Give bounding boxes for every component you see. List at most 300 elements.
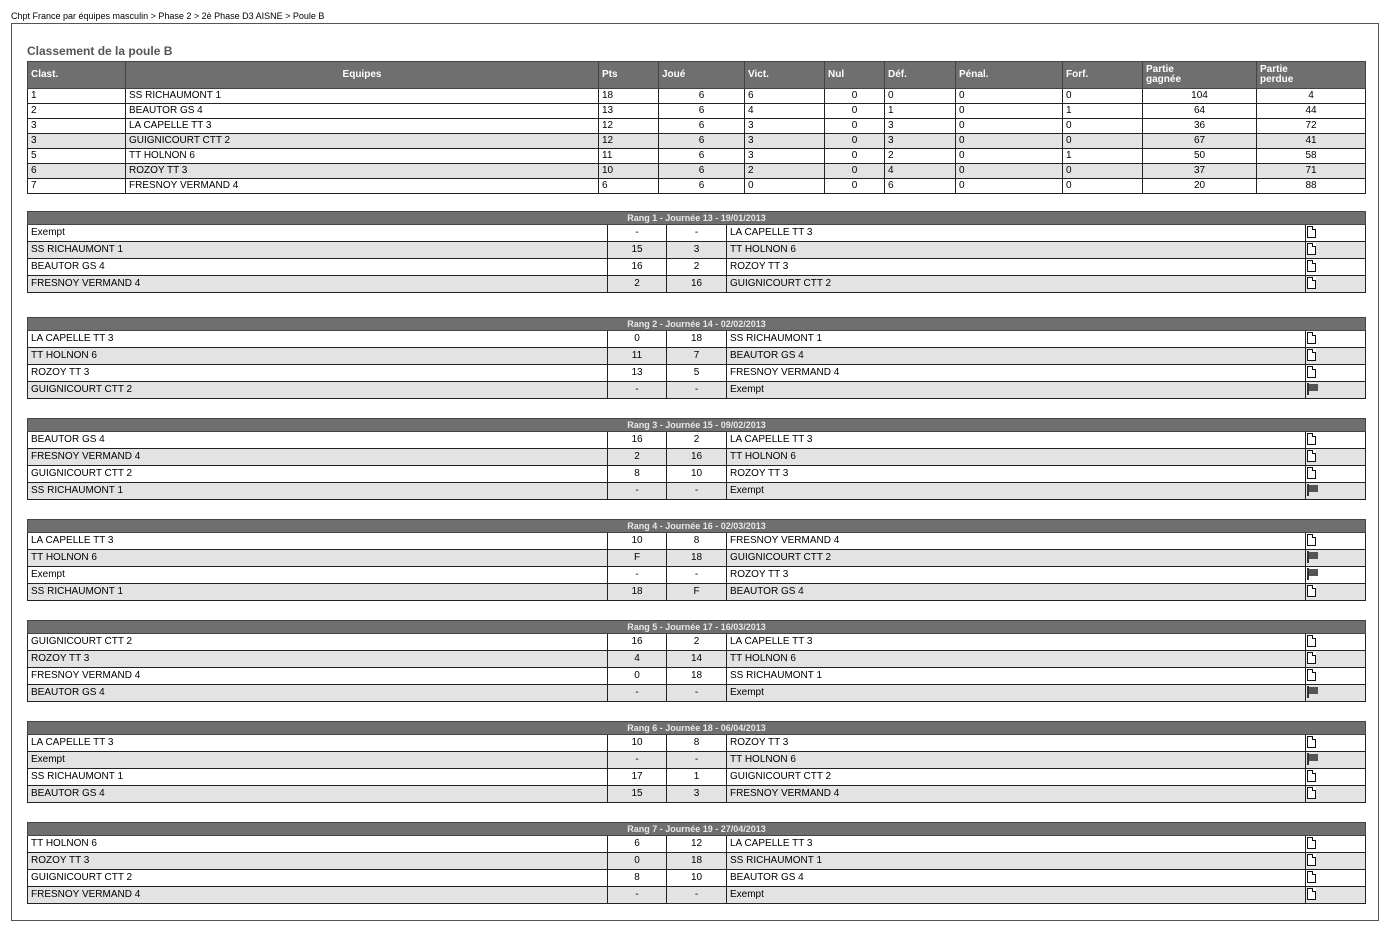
standings-cell-gagnee: 64 [1143, 104, 1257, 119]
match-details-cell [1306, 752, 1366, 769]
match-score-home: F [608, 550, 667, 567]
match-row [28, 836, 1366, 853]
standings-table [27, 61, 1366, 194]
match-home-team[interactable]: Exempt [28, 752, 608, 769]
standings-cell-def: 3 [885, 119, 956, 134]
standings-cell-pts: 12 [599, 119, 659, 134]
standings-cell-penal: 0 [956, 119, 1063, 134]
match-home-team[interactable]: FRESNOY VERMAND 4 [28, 887, 608, 904]
match-details-cell [1306, 870, 1366, 887]
match-home-team[interactable]: TT HOLNON 6 [28, 836, 608, 853]
match-score-home: - [608, 225, 667, 242]
match-away-team[interactable]: Exempt [727, 483, 1306, 500]
standings-cell-perdue: 44 [1257, 104, 1366, 119]
match-home-team[interactable]: FRESNOY VERMAND 4 [28, 276, 608, 293]
standings-cell-forf: 0 [1063, 134, 1143, 149]
standings-cell-vict: 3 [745, 134, 825, 149]
document-icon[interactable] [1307, 770, 1316, 782]
standings-cell-forf: 0 [1063, 119, 1143, 134]
document-icon[interactable] [1307, 226, 1316, 238]
match-score-home: 16 [608, 634, 667, 651]
round-header-row [28, 318, 1366, 331]
match-details-cell [1306, 853, 1366, 870]
standings-row [28, 104, 1366, 119]
match-away-team[interactable]: GUIGNICOURT CTT 2 [727, 276, 1306, 293]
standings-cell-clast: 7 [28, 179, 126, 194]
header-pts[interactable]: Pts [599, 62, 659, 89]
match-details-cell [1306, 365, 1366, 382]
match-home-team[interactable]: SS RICHAUMONT 1 [28, 769, 608, 786]
flag-icon[interactable] [1307, 484, 1319, 496]
match-score-away: 12 [667, 836, 727, 853]
standings-cell-team[interactable]: ROZOY TT 3 [126, 164, 599, 179]
standings-cell-vict: 0 [745, 179, 825, 194]
header-nul[interactable]: Nul [825, 62, 885, 89]
match-row [28, 685, 1366, 702]
match-home-team[interactable]: BEAUTOR GS 4 [28, 685, 608, 702]
match-details-cell [1306, 584, 1366, 601]
match-score-away: 1 [667, 769, 727, 786]
match-away-team[interactable]: GUIGNICOURT CTT 2 [727, 550, 1306, 567]
match-score-home: 6 [608, 836, 667, 853]
match-score-home: 2 [608, 449, 667, 466]
standings-cell-nul: 0 [825, 104, 885, 119]
match-details-cell [1306, 432, 1366, 449]
match-score-home: 4 [608, 651, 667, 668]
match-away-team[interactable]: ROZOY TT 3 [727, 735, 1306, 752]
document-icon[interactable] [1307, 277, 1316, 289]
header-partie-perdue-line1: Partie [1260, 64, 1288, 75]
document-icon[interactable] [1307, 837, 1316, 849]
match-away-team[interactable]: TT HOLNON 6 [727, 242, 1306, 259]
match-row [28, 584, 1366, 601]
document-icon[interactable] [1307, 635, 1316, 647]
standings-cell-penal: 0 [956, 134, 1063, 149]
standings-row [28, 134, 1366, 149]
match-home-team[interactable]: GUIGNICOURT CTT 2 [28, 870, 608, 887]
header-def[interactable]: Déf. [885, 62, 956, 89]
standings-cell-joue: 6 [659, 104, 745, 119]
standings-cell-clast: 3 [28, 119, 126, 134]
round-table [27, 211, 1366, 293]
flag-icon[interactable] [1307, 383, 1319, 395]
match-row [28, 735, 1366, 752]
match-score-away: 8 [667, 735, 727, 752]
match-home-team[interactable]: BEAUTOR GS 4 [28, 432, 608, 449]
match-away-team[interactable]: SS RICHAUMONT 1 [727, 668, 1306, 685]
match-score-home: 11 [608, 348, 667, 365]
match-score-away: - [667, 567, 727, 584]
match-row [28, 483, 1366, 500]
standings-cell-forf: 0 [1063, 89, 1143, 104]
match-away-team[interactable]: ROZOY TT 3 [727, 259, 1306, 276]
match-row [28, 769, 1366, 786]
match-details-cell [1306, 836, 1366, 853]
match-score-away: 18 [667, 331, 727, 348]
round-title: Rang 4 - Journée 16 - 02/03/2013 [28, 520, 1366, 533]
match-score-away: - [667, 887, 727, 904]
match-details-cell [1306, 887, 1366, 904]
header-equipes[interactable]: Equipes [126, 62, 599, 89]
round-title: Rang 5 - Journée 17 - 16/03/2013 [28, 621, 1366, 634]
match-row [28, 331, 1366, 348]
match-home-team[interactable]: ROZOY TT 3 [28, 365, 608, 382]
match-score-away: 2 [667, 432, 727, 449]
match-details-cell [1306, 331, 1366, 348]
match-score-home: 10 [608, 533, 667, 550]
match-details-cell [1306, 651, 1366, 668]
match-details-cell [1306, 550, 1366, 567]
standings-cell-vict: 2 [745, 164, 825, 179]
page-title: Classement de la poule B [27, 44, 173, 58]
match-away-team[interactable]: ROZOY TT 3 [727, 567, 1306, 584]
match-details-cell [1306, 259, 1366, 276]
match-details-cell [1306, 668, 1366, 685]
standings-cell-clast: 3 [28, 134, 126, 149]
document-icon[interactable] [1307, 366, 1316, 378]
document-icon[interactable] [1307, 450, 1316, 462]
match-away-team[interactable]: Exempt [727, 887, 1306, 904]
match-home-team[interactable]: TT HOLNON 6 [28, 550, 608, 567]
standings-cell-nul: 0 [825, 119, 885, 134]
match-score-away: 2 [667, 634, 727, 651]
document-icon[interactable] [1307, 787, 1316, 799]
round-table [27, 822, 1366, 904]
match-score-away: 10 [667, 466, 727, 483]
standings-cell-gagnee: 104 [1143, 89, 1257, 104]
round-title: Rang 6 - Journée 18 - 06/04/2013 [28, 722, 1366, 735]
standings-cell-joue: 6 [659, 164, 745, 179]
document-icon[interactable] [1307, 467, 1316, 479]
match-score-home: 13 [608, 365, 667, 382]
standings-cell-forf: 1 [1063, 104, 1143, 119]
round-title: Rang 2 - Journée 14 - 02/02/2013 [28, 318, 1366, 331]
match-home-team[interactable]: FRESNOY VERMAND 4 [28, 668, 608, 685]
header-partie-perdue[interactable] [1257, 62, 1366, 89]
standings-cell-clast: 6 [28, 164, 126, 179]
document-icon[interactable] [1307, 585, 1316, 597]
standings-cell-perdue: 41 [1257, 134, 1366, 149]
standings-cell-team[interactable]: SS RICHAUMONT 1 [126, 89, 599, 104]
round-header-row [28, 823, 1366, 836]
standings-cell-joue: 6 [659, 89, 745, 104]
round-table [27, 418, 1366, 500]
document-icon[interactable] [1307, 854, 1316, 866]
match-row [28, 225, 1366, 242]
match-score-home: - [608, 483, 667, 500]
standings-cell-gagnee: 67 [1143, 134, 1257, 149]
match-score-away: 18 [667, 550, 727, 567]
round-table [27, 721, 1366, 803]
match-score-away: 14 [667, 651, 727, 668]
match-details-cell [1306, 242, 1366, 259]
match-score-home: - [608, 567, 667, 584]
match-away-team[interactable]: Exempt [727, 685, 1306, 702]
match-home-team[interactable]: FRESNOY VERMAND 4 [28, 449, 608, 466]
standings-cell-gagnee: 20 [1143, 179, 1257, 194]
standings-cell-clast: 2 [28, 104, 126, 119]
round-title: Rang 1 - Journée 13 - 19/01/2013 [28, 212, 1366, 225]
match-score-away: 3 [667, 242, 727, 259]
match-away-team[interactable]: SS RICHAUMONT 1 [727, 853, 1306, 870]
flag-icon[interactable] [1307, 551, 1319, 563]
standings-cell-team[interactable]: BEAUTOR GS 4 [126, 104, 599, 119]
standings-cell-penal: 0 [956, 89, 1063, 104]
round-title: Rang 3 - Journée 15 - 09/02/2013 [28, 419, 1366, 432]
standings-cell-perdue: 4 [1257, 89, 1366, 104]
match-home-team[interactable]: BEAUTOR GS 4 [28, 786, 608, 803]
match-score-away: - [667, 752, 727, 769]
match-away-team[interactable]: FRESNOY VERMAND 4 [727, 533, 1306, 550]
standings-cell-nul: 0 [825, 149, 885, 164]
document-icon[interactable] [1307, 332, 1316, 344]
match-away-team[interactable]: FRESNOY VERMAND 4 [727, 786, 1306, 803]
standings-cell-team[interactable]: GUIGNICOURT CTT 2 [126, 134, 599, 149]
header-partie-gagnee-line1: Partie [1146, 64, 1174, 75]
match-score-away: - [667, 225, 727, 242]
match-score-home: 0 [608, 331, 667, 348]
match-details-cell [1306, 225, 1366, 242]
match-home-team[interactable]: LA CAPELLE TT 3 [28, 735, 608, 752]
match-score-home: 18 [608, 584, 667, 601]
match-details-cell [1306, 533, 1366, 550]
match-score-home: - [608, 887, 667, 904]
match-home-team[interactable]: LA CAPELLE TT 3 [28, 331, 608, 348]
standings-cell-gagnee: 36 [1143, 119, 1257, 134]
match-details-cell [1306, 685, 1366, 702]
match-row [28, 786, 1366, 803]
standings-cell-perdue: 58 [1257, 149, 1366, 164]
header-vict[interactable]: Vict. [745, 62, 825, 89]
document-icon[interactable] [1307, 433, 1316, 445]
standings-cell-pts: 11 [599, 149, 659, 164]
standings-cell-pts: 18 [599, 89, 659, 104]
header-partie-perdue-line2: perdue [1260, 74, 1294, 85]
match-details-cell [1306, 735, 1366, 752]
standings-cell-pts: 6 [599, 179, 659, 194]
standings-cell-joue: 6 [659, 179, 745, 194]
match-away-team[interactable]: GUIGNICOURT CTT 2 [727, 769, 1306, 786]
breadcrumb[interactable]: Chpt France par équipes masculin > Phase 2 > 2è Phase D3 AISNE > Poule B [11, 11, 325, 21]
round-header-row [28, 419, 1366, 432]
header-partie-gagnee-line2: gagnée [1146, 74, 1182, 85]
standings-cell-def: 2 [885, 149, 956, 164]
match-score-home: - [608, 685, 667, 702]
match-score-away: 5 [667, 365, 727, 382]
document-icon[interactable] [1307, 669, 1316, 681]
standings-cell-def: 6 [885, 179, 956, 194]
document-icon[interactable] [1307, 652, 1316, 664]
match-away-team[interactable]: TT HOLNON 6 [727, 651, 1306, 668]
match-row [28, 668, 1366, 685]
match-row [28, 259, 1366, 276]
match-score-away: - [667, 483, 727, 500]
match-score-away: - [667, 685, 727, 702]
match-details-cell [1306, 449, 1366, 466]
standings-cell-nul: 0 [825, 179, 885, 194]
standings-cell-nul: 0 [825, 89, 885, 104]
match-home-team[interactable]: Exempt [28, 567, 608, 584]
standings-cell-vict: 4 [745, 104, 825, 119]
document-icon[interactable] [1307, 534, 1316, 546]
match-row [28, 853, 1366, 870]
match-details-cell [1306, 769, 1366, 786]
round-title: Rang 7 - Journée 19 - 27/04/2013 [28, 823, 1366, 836]
match-details-cell [1306, 634, 1366, 651]
match-score-away: 18 [667, 668, 727, 685]
standings-cell-def: 3 [885, 134, 956, 149]
round-header-row [28, 722, 1366, 735]
match-away-team[interactable]: LA CAPELLE TT 3 [727, 225, 1306, 242]
standings-row [28, 164, 1366, 179]
match-away-team[interactable]: LA CAPELLE TT 3 [727, 836, 1306, 853]
header-penal[interactable]: Pénal. [956, 62, 1063, 89]
match-score-away: 16 [667, 276, 727, 293]
match-home-team[interactable]: Exempt [28, 225, 608, 242]
match-home-team[interactable]: GUIGNICOURT CTT 2 [28, 466, 608, 483]
standings-cell-forf: 1 [1063, 149, 1143, 164]
match-home-team[interactable]: ROZOY TT 3 [28, 651, 608, 668]
match-home-team[interactable]: LA CAPELLE TT 3 [28, 533, 608, 550]
match-home-team[interactable]: GUIGNICOURT CTT 2 [28, 634, 608, 651]
standings-cell-joue: 6 [659, 149, 745, 164]
round-table [27, 620, 1366, 702]
document-icon[interactable] [1307, 349, 1316, 361]
standings-cell-penal: 0 [956, 179, 1063, 194]
match-row [28, 870, 1366, 887]
standings-cell-def: 1 [885, 104, 956, 119]
standings-cell-def: 0 [885, 89, 956, 104]
standings-cell-nul: 0 [825, 134, 885, 149]
standings-cell-pts: 13 [599, 104, 659, 119]
round-header-row [28, 212, 1366, 225]
match-score-home: 15 [608, 242, 667, 259]
round-header-row [28, 621, 1366, 634]
match-score-away: - [667, 382, 727, 399]
standings-cell-team[interactable]: TT HOLNON 6 [126, 149, 599, 164]
document-icon[interactable] [1307, 260, 1316, 272]
match-home-team[interactable]: BEAUTOR GS 4 [28, 259, 608, 276]
standings-cell-vict: 6 [745, 89, 825, 104]
match-home-team[interactable]: ROZOY TT 3 [28, 853, 608, 870]
standings-row [28, 179, 1366, 194]
match-home-team[interactable]: SS RICHAUMONT 1 [28, 242, 608, 259]
match-details-cell [1306, 483, 1366, 500]
match-row [28, 432, 1366, 449]
match-row [28, 449, 1366, 466]
match-row [28, 533, 1366, 550]
match-away-team[interactable]: TT HOLNON 6 [727, 752, 1306, 769]
standings-cell-forf: 0 [1063, 179, 1143, 194]
standings-cell-penal: 0 [956, 164, 1063, 179]
match-score-away: 16 [667, 449, 727, 466]
match-home-team[interactable]: GUIGNICOURT CTT 2 [28, 382, 608, 399]
standings-cell-team[interactable]: FRESNOY VERMAND 4 [126, 179, 599, 194]
match-score-home: 16 [608, 259, 667, 276]
match-home-team[interactable]: SS RICHAUMONT 1 [28, 584, 608, 601]
document-icon[interactable] [1307, 888, 1316, 900]
match-score-away: 10 [667, 870, 727, 887]
match-away-team[interactable]: Exempt [727, 382, 1306, 399]
match-score-away: 2 [667, 259, 727, 276]
match-row [28, 550, 1366, 567]
standings-cell-gagnee: 50 [1143, 149, 1257, 164]
standings-cell-vict: 3 [745, 119, 825, 134]
header-forf[interactable]: Forf. [1063, 62, 1143, 89]
document-icon[interactable] [1307, 871, 1316, 883]
standings-row [28, 119, 1366, 134]
standings-cell-def: 4 [885, 164, 956, 179]
standings-cell-penal: 0 [956, 104, 1063, 119]
match-score-home: - [608, 382, 667, 399]
match-details-cell [1306, 567, 1366, 584]
standings-row [28, 89, 1366, 104]
match-score-home: 8 [608, 466, 667, 483]
match-score-home: 10 [608, 735, 667, 752]
flag-icon[interactable] [1307, 753, 1319, 765]
match-away-team[interactable]: FRESNOY VERMAND 4 [727, 365, 1306, 382]
header-partie-gagnee[interactable] [1143, 62, 1257, 89]
match-score-home: 2 [608, 276, 667, 293]
match-away-team[interactable]: SS RICHAUMONT 1 [727, 331, 1306, 348]
match-row [28, 634, 1366, 651]
flag-icon[interactable] [1307, 568, 1319, 580]
round-table [27, 519, 1366, 601]
match-score-home: 16 [608, 432, 667, 449]
match-details-cell [1306, 786, 1366, 803]
match-away-team[interactable]: BEAUTOR GS 4 [727, 870, 1306, 887]
match-away-team[interactable]: BEAUTOR GS 4 [727, 584, 1306, 601]
match-score-home: 0 [608, 853, 667, 870]
match-score-away: 7 [667, 348, 727, 365]
standings-header-row [28, 62, 1366, 89]
round-table [27, 317, 1366, 399]
match-home-team[interactable]: TT HOLNON 6 [28, 348, 608, 365]
standings-cell-gagnee: 37 [1143, 164, 1257, 179]
match-row [28, 651, 1366, 668]
match-home-team[interactable]: SS RICHAUMONT 1 [28, 483, 608, 500]
document-icon[interactable] [1307, 736, 1316, 748]
match-away-team[interactable]: LA CAPELLE TT 3 [727, 432, 1306, 449]
match-away-team[interactable]: ROZOY TT 3 [727, 466, 1306, 483]
standings-cell-forf: 0 [1063, 164, 1143, 179]
match-details-cell [1306, 466, 1366, 483]
standings-cell-vict: 3 [745, 149, 825, 164]
document-icon[interactable] [1307, 243, 1316, 255]
standings-cell-penal: 0 [956, 149, 1063, 164]
match-score-away: 18 [667, 853, 727, 870]
header-joue[interactable]: Joué [659, 62, 745, 89]
standings-cell-clast: 5 [28, 149, 126, 164]
match-away-team[interactable]: TT HOLNON 6 [727, 449, 1306, 466]
standings-cell-nul: 0 [825, 164, 885, 179]
flag-icon[interactable] [1307, 686, 1319, 698]
standings-cell-joue: 6 [659, 119, 745, 134]
match-away-team[interactable]: LA CAPELLE TT 3 [727, 634, 1306, 651]
match-details-cell [1306, 276, 1366, 293]
standings-row [28, 149, 1366, 164]
match-score-home: - [608, 752, 667, 769]
standings-cell-pts: 10 [599, 164, 659, 179]
standings-cell-team[interactable]: LA CAPELLE TT 3 [126, 119, 599, 134]
match-score-home: 0 [608, 668, 667, 685]
match-row [28, 365, 1366, 382]
match-away-team[interactable]: BEAUTOR GS 4 [727, 348, 1306, 365]
header-clast[interactable]: Clast. [28, 62, 126, 89]
match-row [28, 567, 1366, 584]
match-score-home: 17 [608, 769, 667, 786]
standings-cell-perdue: 71 [1257, 164, 1366, 179]
